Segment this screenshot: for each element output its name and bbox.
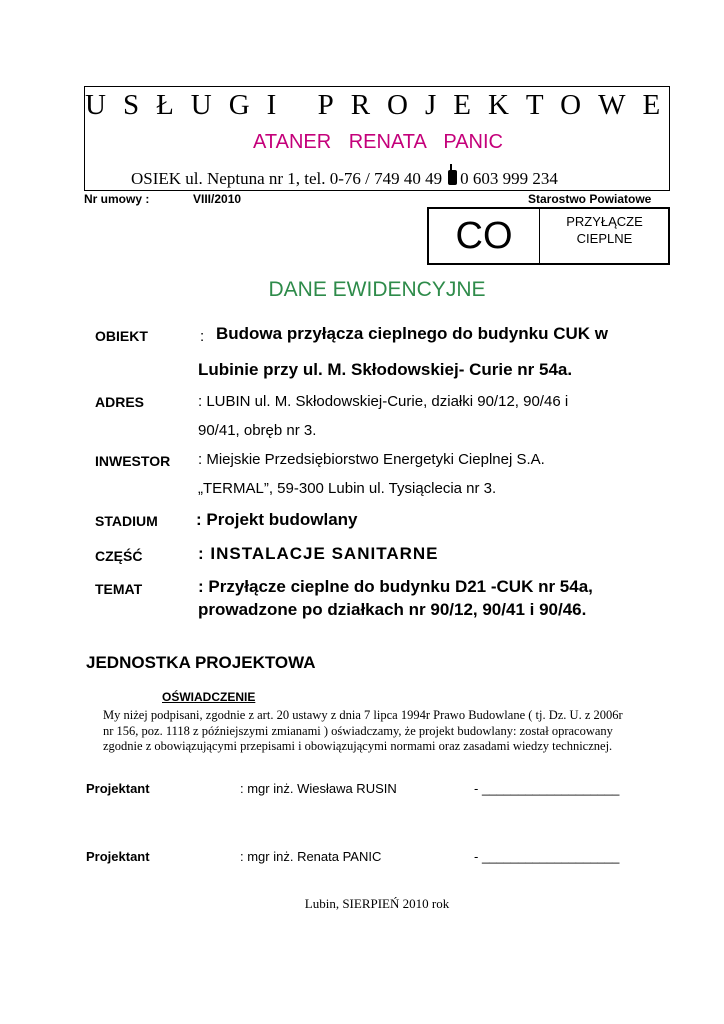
declaration-line-3: zgodnie z obowiązującymi przepisami i obowiązującymi normami oraz zasadami wiedzy technicznej. bbox=[103, 739, 613, 753]
inwestor-value-line-2: „TERMAL”, 59-300 Lubin ul. Tysiąclecia nr 3. bbox=[198, 480, 497, 497]
obiekt-value-line-2: Lubinie przy ul. M. Skłodowskiej- Curie nr 54a. bbox=[198, 360, 573, 379]
signature-role-2: Projektant bbox=[86, 849, 150, 864]
adres-value-line-1: : LUBIN ul. M. Skłodowskiej-Curie, działki 90/12, 90/46 i bbox=[198, 393, 569, 410]
unit-heading: JEDNOSTKA PROJEKTOWA bbox=[86, 653, 316, 672]
czesc-value: : INSTALACJE SANITARNE bbox=[198, 544, 439, 563]
category-code: CO bbox=[429, 209, 540, 263]
signature-name-2: : mgr inż. Renata PANIC bbox=[240, 849, 382, 864]
category-description bbox=[541, 213, 668, 247]
declaration-line-1: My niżej podpisani, zgodnie z art. 20 ustawy z dnia 7 lipca 1994r Prawo Budowlane ( tj. Dz. U. z 2006r bbox=[103, 708, 623, 722]
temat-label: TEMAT bbox=[95, 581, 143, 597]
czesc-label: CZĘŚĆ bbox=[95, 548, 143, 564]
declaration-text bbox=[103, 708, 683, 755]
signature-name-1: : mgr inż. Wiesława RUSIN bbox=[240, 781, 397, 796]
obiekt-label: OBIEKT bbox=[95, 328, 148, 344]
adres-value-line-2: 90/41, obręb nr 3. bbox=[198, 422, 317, 439]
contract-number: VIII/2010 bbox=[193, 192, 242, 206]
adres-label: ADRES bbox=[95, 394, 145, 410]
inwestor-value-line-1: : Miejskie Przedsiębiorstwo Energetyki Cieplnej S.A. bbox=[198, 451, 545, 468]
signature-line-1: - ___________________ bbox=[474, 781, 620, 796]
obiekt-separator: : bbox=[200, 328, 205, 345]
address-text: OSIEK ul. Neptuna nr 1, tel. 0-76 / 749 40 49 bbox=[131, 169, 443, 188]
header-box bbox=[84, 86, 678, 191]
section-heading: DANE EWIDENCYJNE bbox=[268, 278, 486, 301]
category-line-1: PRZYŁĄCZE bbox=[566, 214, 643, 229]
temat-value-line-2: prowadzone po działkach nr 90/12, 90/41 i 90/46. bbox=[198, 600, 587, 619]
place-date-footer: Lubin, SIERPIEŃ 2010 rok bbox=[304, 896, 450, 911]
contract-label: Nr umowy : bbox=[84, 192, 150, 206]
category-box bbox=[427, 207, 670, 265]
obiekt-value-line-1: Budowa przyłącza cieplnego do budynku CUK w bbox=[216, 324, 608, 343]
address-line bbox=[131, 169, 558, 189]
temat-value-line-1: : Przyłącze cieplne do budynku D21 -CUK nr 54a, bbox=[198, 577, 593, 596]
mobile-number: 0 603 999 234 bbox=[460, 169, 558, 188]
declaration-line-2: nr 156, poz. 1118 z późniejszymi zmianami ) oświadczamy, że projekt budowlany: został opracowany bbox=[103, 723, 613, 738]
stadium-value: : Projekt budowlany bbox=[196, 510, 358, 529]
mobile-phone-icon bbox=[448, 170, 457, 185]
owner-name: ATANER RENATA PANIC bbox=[253, 131, 503, 153]
office-name: Starostwo Powiatowe bbox=[528, 192, 652, 206]
stadium-label: STADIUM bbox=[95, 513, 158, 529]
company-title: USŁUGI PROJEKTOWE bbox=[85, 89, 678, 121]
declaration-title: OŚWIADCZENIE bbox=[162, 690, 256, 704]
signature-line-2: - ___________________ bbox=[474, 849, 620, 864]
category-line-2: CIEPLNE bbox=[576, 231, 633, 246]
inwestor-label: INWESTOR bbox=[95, 453, 171, 469]
signature-role-1: Projektant bbox=[86, 781, 150, 796]
